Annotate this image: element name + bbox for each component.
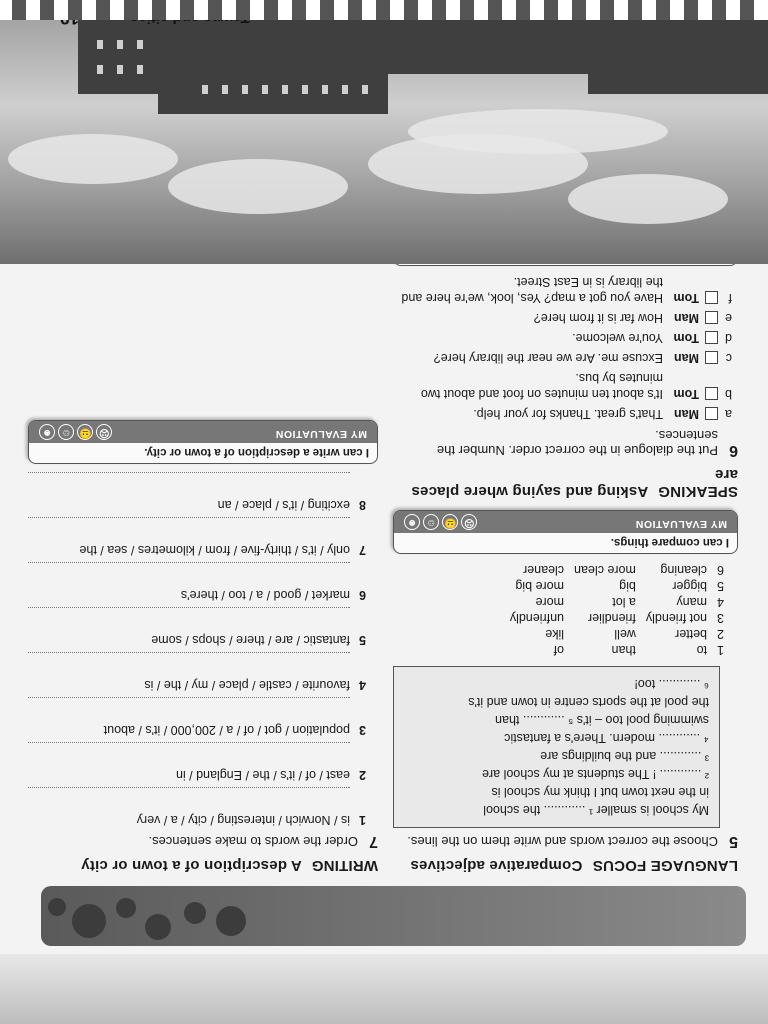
option-number: 1 [717,643,724,657]
text-line: in the next town but I think my school is [491,785,709,799]
option-number: 2 [717,627,724,641]
sentence-words: is / Norwich / interesting / city / a / very [136,813,350,827]
section-label: LANGUAGE FOCUS [592,857,738,874]
speaker: Tom [673,387,699,401]
line-text: You're welcome. [572,331,663,345]
option-a: cleaning [660,563,708,577]
section-heading: A description of a town or city [81,857,302,874]
option-a: bigger [672,579,708,593]
section-heading: Asking and saying where places are [411,466,738,500]
line-letter: e [725,311,732,325]
number-box[interactable] [705,291,718,304]
sentence-number: 2 [359,768,366,782]
speaker: Tom [673,291,699,305]
option-number: 5 [717,579,724,593]
evaluation-box [393,510,738,554]
happy-face-icon[interactable]: ☺ [423,514,439,530]
exercise-instruction: Put the dialogue in the correct order. Number the sentences. [436,428,718,458]
option-c: unfriendly [509,611,565,625]
section-title-speaking [393,466,738,500]
line-letter: a [725,407,732,421]
option-c: of [553,643,565,657]
text-line: ⁶ ............ too! [634,677,709,691]
number-box[interactable] [705,331,718,344]
exercise-instruction: Choose the correct words and write them on the lines. [407,834,718,849]
option-number: 4 [717,595,724,609]
answer-line[interactable] [28,472,350,493]
line-text: How far is it from here? [533,311,663,325]
exercise-number: 5 [729,833,738,850]
speaker: Man [674,407,699,421]
gap-fill-text-box [393,666,720,828]
text-line: the pool at the sports centre in town and it's [468,695,709,709]
sentence-words: only / it's / thirty-five / from / kilometres / sea / the [79,543,350,557]
exercise-number: 6 [729,442,738,459]
number-box[interactable] [705,351,718,364]
line-letter: f [728,291,732,305]
answer-line[interactable] [28,742,350,763]
sentence-number: 4 [359,678,366,692]
option-c: like [545,627,565,641]
option-a: not friendly [645,611,708,625]
scrambled-sentence [28,812,366,828]
speaker: Man [674,351,699,365]
scrambled-sentence [28,587,366,603]
sad-face-icon[interactable]: ☹ [96,424,112,440]
exercise-number: 7 [369,833,378,850]
line-letter: b [725,387,732,401]
text-line: swimming pool too – it's ⁵ ............ than [495,713,709,727]
option-c: more big [515,579,565,593]
evaluation-label: MY EVALUATION [275,428,367,440]
line-text: Have you got a map? Yes, look, we're here and the library is in East Street. [401,275,663,305]
scan-shadow-edge [0,954,768,1024]
line-text: Excuse me. Are we near the library here? [433,351,663,365]
neutral-face-icon[interactable]: 😐 [77,424,93,440]
speaker: Tom [673,331,699,345]
dialogue-line [393,330,732,346]
sentence-number: 8 [359,498,366,512]
option-b: big [619,579,636,593]
line-letter: d [725,331,732,345]
option-b: well [614,627,636,641]
number-box[interactable] [705,311,718,324]
evaluation-faces [39,424,115,440]
very-happy-face-icon[interactable]: ☻ [39,424,55,440]
answer-line[interactable] [28,607,350,628]
section-label: SPEAKING [658,483,738,500]
option-row [500,610,724,626]
line-text: It's about ten minutes on foot and about two minutes by bus. [420,371,663,401]
word-options-table [500,562,724,658]
option-c: cleaner [523,563,565,577]
scrambled-sentence [28,677,366,693]
scrambled-sentence [28,722,366,738]
scrambled-sentence [28,632,366,648]
town-photo [0,0,768,264]
option-row [500,562,724,578]
option-row [500,642,724,658]
scrambled-sentence [28,767,366,783]
exercise-7-header [28,834,378,849]
line-letter: c [725,351,732,365]
option-a: to [696,643,708,657]
text-line: My school is smaller ¹ ............ the school [483,803,709,817]
option-b: than [611,643,636,657]
can-do-statement: I can write a description of a town or city. [144,446,369,458]
dialogue-line [393,370,732,402]
section-label: WRITING [311,857,378,874]
exercise-instruction: Order the words to make sentences. [148,834,358,849]
happy-face-icon[interactable]: ☺ [58,424,74,440]
sentence-words: east / of / it's / the / England / in [175,768,350,782]
dialogue-line [393,406,732,422]
answer-line[interactable] [28,697,350,718]
sentence-words: population / got / of / a / 200,000 / it's / about [103,723,350,737]
sentence-number: 1 [359,813,366,827]
evaluation-bar [394,511,737,533]
line-text: That's great. Thanks for your help. [473,407,663,421]
section-title-language-focus [393,857,738,874]
option-b: a lot [612,595,636,609]
answer-line[interactable] [28,562,350,583]
sentence-words: exciting / it's / place / an [217,498,350,512]
sentence-number: 3 [359,723,366,737]
sentence-words: market / good / a / too / there's [180,588,350,602]
answer-line[interactable] [28,652,350,673]
text-line: ² ............ ! The students at my school are [482,767,709,781]
evaluation-label: MY EVALUATION [635,518,727,530]
dialogue-line [393,310,732,326]
scrambled-sentence [28,497,366,513]
text-line: ³ ............ and the buildings are [540,749,709,763]
answer-line[interactable] [28,517,350,538]
option-a: better [675,627,708,641]
sentence-words: fantastic / are / there / shops / some [151,633,350,647]
sad-face-icon[interactable]: ☹ [461,514,477,530]
option-row [500,578,724,594]
option-row [500,626,724,642]
option-number: 6 [717,563,724,577]
sentence-number: 6 [359,588,366,602]
striped-awning [0,0,768,20]
evaluation-box [28,420,378,464]
number-box[interactable] [705,407,718,420]
number-box[interactable] [705,387,718,400]
option-a: many [676,595,708,609]
option-row [500,594,724,610]
text-line: ⁴ ............ modern. There's a fantastic [504,731,709,745]
evaluation-bar [29,421,377,443]
option-c: more [535,595,565,609]
section-title-writing [28,857,378,874]
sentence-number: 7 [359,543,366,557]
speaker: Man [674,311,699,325]
sentence-number: 5 [359,633,366,647]
right-column [28,410,378,874]
option-b: friendlier [587,611,636,625]
header-decoration-band [41,886,746,946]
exercise-6-header [393,428,738,458]
exercise-5-header [393,834,738,849]
dialogue-line [393,350,732,366]
very-happy-face-icon[interactable]: ☻ [404,514,420,530]
neutral-face-icon[interactable]: 😐 [442,514,458,530]
scrambled-sentence [28,542,366,558]
section-heading: Comparative adjectives [410,857,583,874]
answer-line[interactable] [28,787,350,808]
can-do-statement: I can compare things. [610,536,729,548]
left-column [393,212,738,874]
evaluation-faces [404,514,480,530]
sentence-words: favourite / castle / place / my / the / is [144,678,350,692]
option-number: 3 [717,611,724,625]
dialogue-line [393,274,732,306]
option-b: more clean [574,563,636,577]
